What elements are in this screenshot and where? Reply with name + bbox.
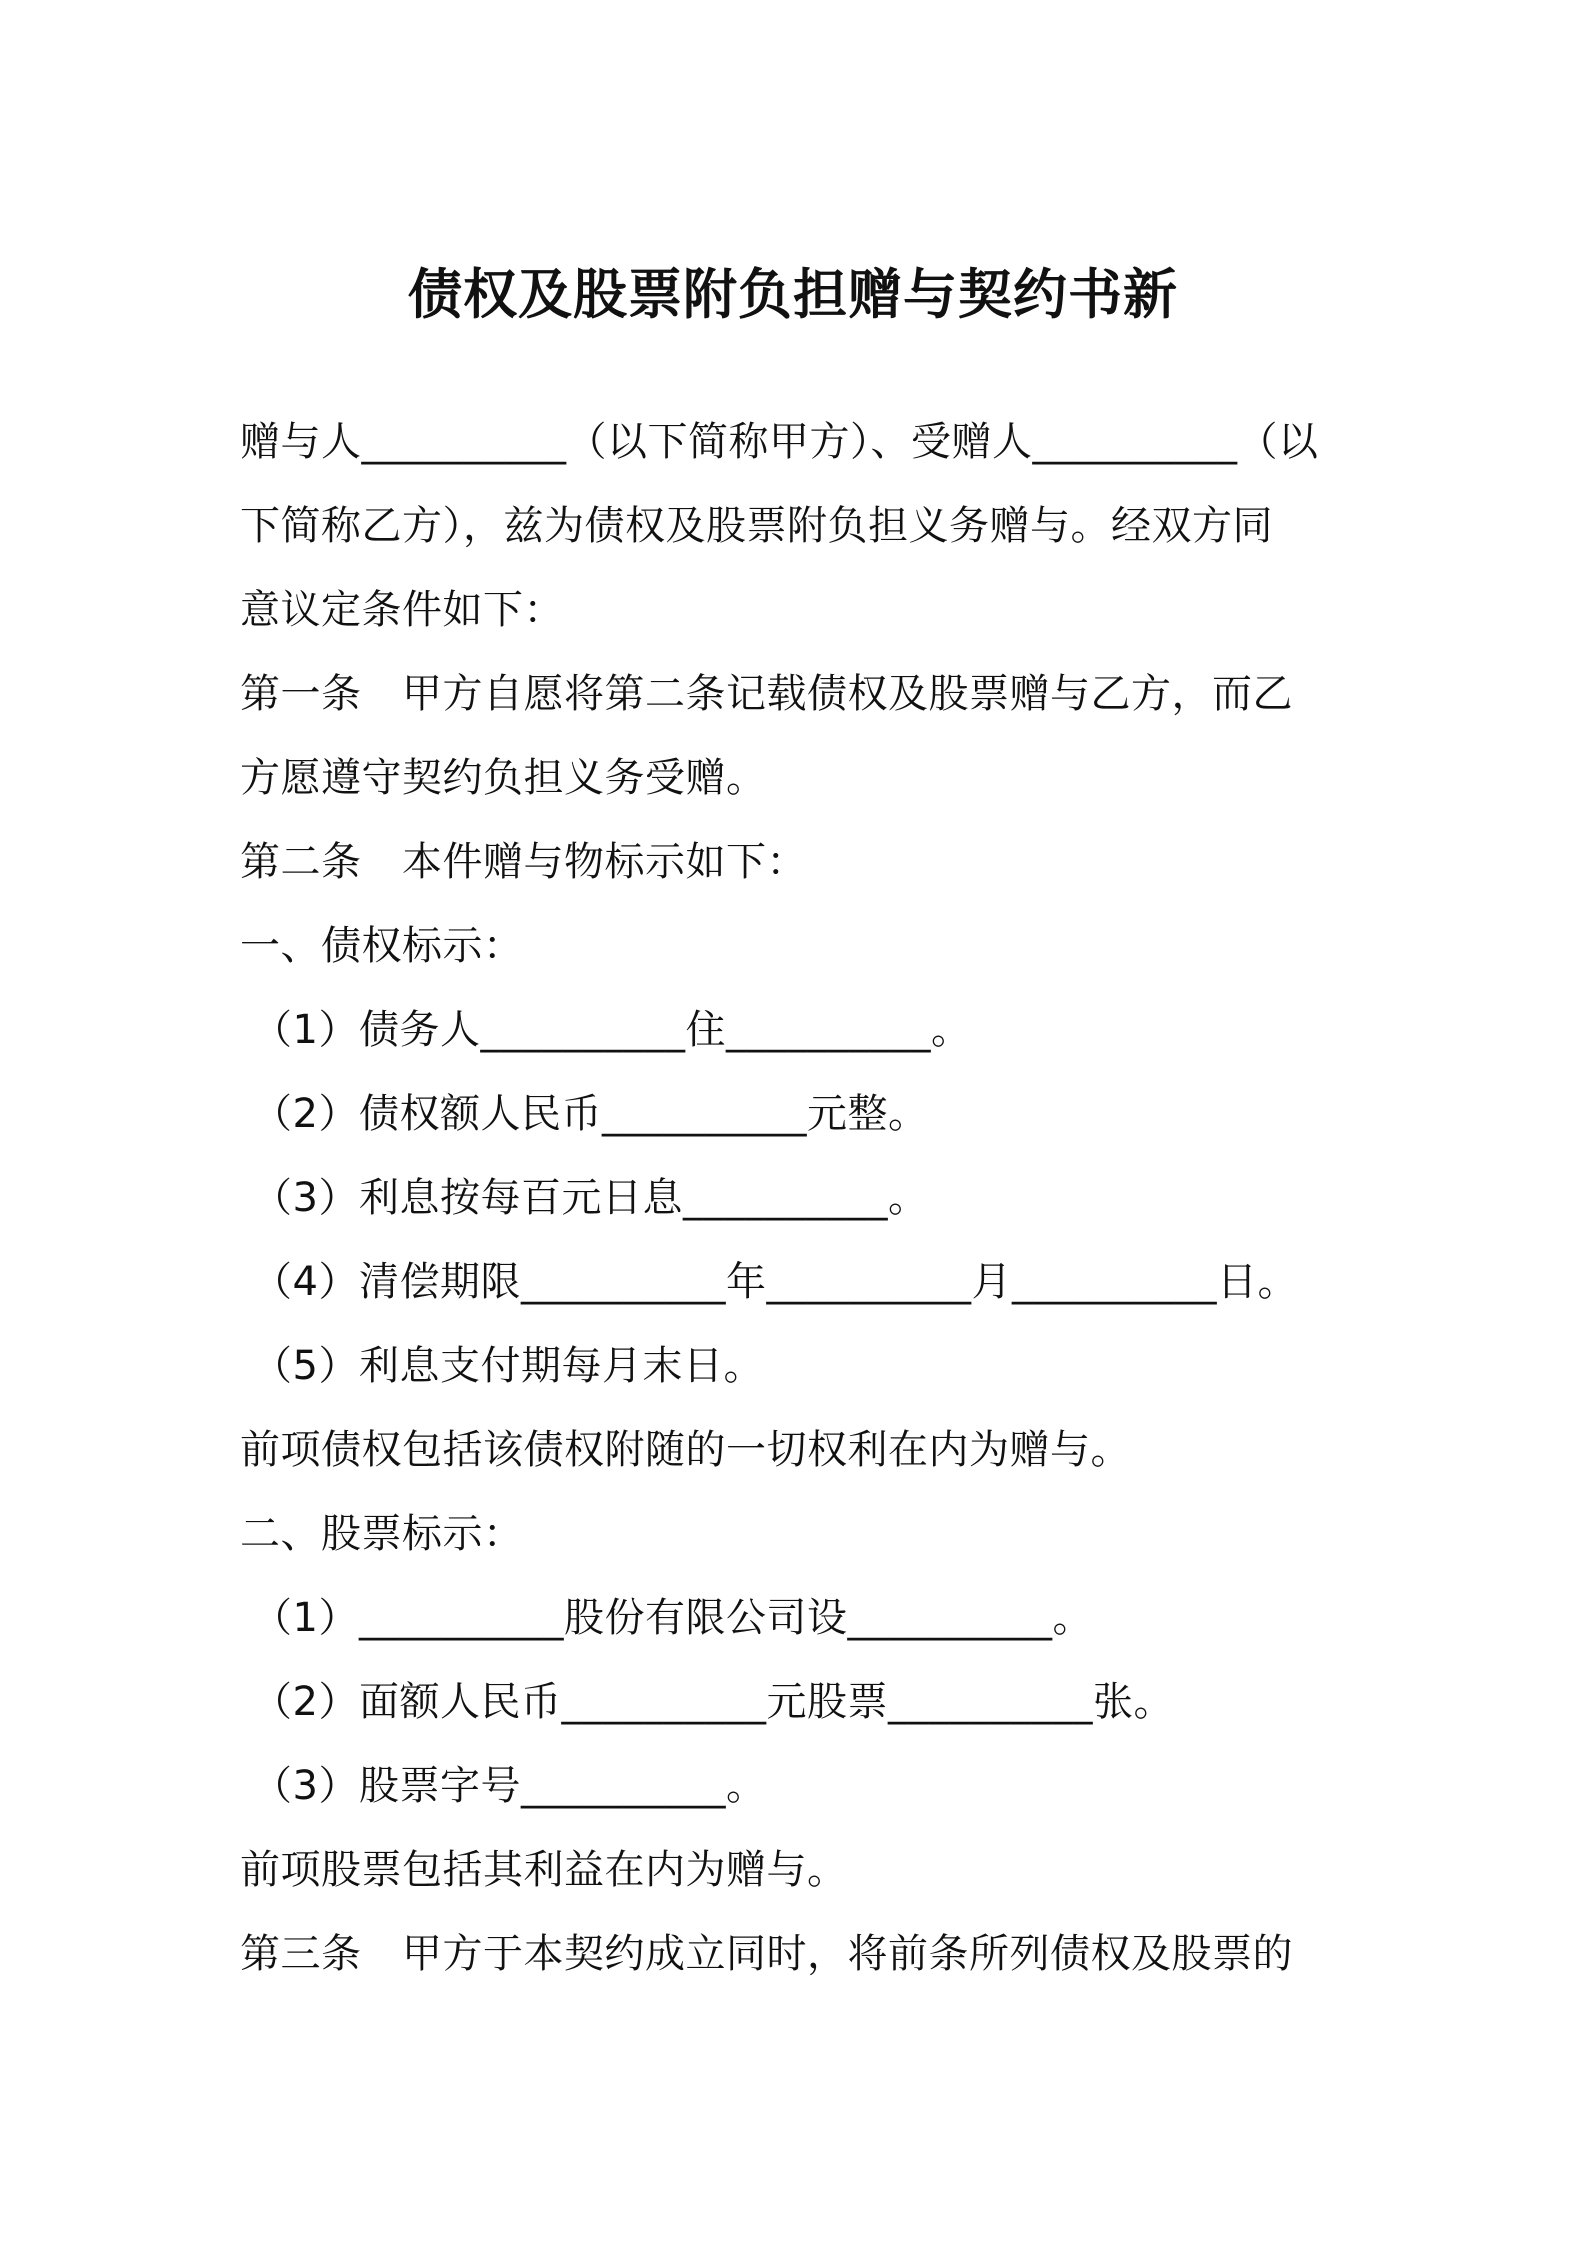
list-item: （5）利息支付期每月末日。 bbox=[252, 1343, 764, 1389]
list-item: （2）债权额人民币__________元整。 bbox=[252, 1091, 929, 1137]
paragraph-line: 下简称乙方），兹为债权及股票附负担义务赠与。经双方同 bbox=[240, 503, 1273, 549]
paragraph-line: 前项债权包括该债权附随的一切权利在内为赠与。 bbox=[240, 1427, 1131, 1473]
list-item: （4）清偿期限__________年__________月__________日。 bbox=[252, 1259, 1298, 1305]
section-heading-debt: 一、债权标示： bbox=[240, 923, 524, 969]
paragraph-line: 方愿遵守契约负担义务受赠。 bbox=[240, 755, 767, 801]
article-2-line: 第二条 本件赠与物标示如下： bbox=[240, 839, 807, 885]
article-3-line: 第三条 甲方于本契约成立同时，将前条所列债权及股票的 bbox=[240, 1931, 1293, 1977]
section-heading-stock: 二、股票标示： bbox=[240, 1511, 524, 1557]
list-item: （2）面额人民币__________元股票__________张。 bbox=[252, 1679, 1174, 1725]
paragraph-line: 意议定条件如下： bbox=[240, 587, 564, 633]
list-item: （1）__________股份有限公司设__________。 bbox=[252, 1595, 1093, 1641]
paragraph-line: 赠与人__________（以下简称甲方）、受赠人__________（以 bbox=[240, 419, 1319, 465]
document-title: 债权及股票附负担赠与契约书新 bbox=[408, 263, 1178, 326]
list-item: （1）债务人__________住__________。 bbox=[252, 1007, 972, 1053]
list-item: （3）利息按每百元日息__________。 bbox=[252, 1175, 929, 1221]
list-item: （3）股票字号__________。 bbox=[252, 1763, 767, 1809]
paragraph-line: 前项股票包括其利益在内为赠与。 bbox=[240, 1847, 848, 1893]
article-1-line: 第一条 甲方自愿将第二条记载债权及股票赠与乙方，而乙 bbox=[240, 671, 1293, 717]
